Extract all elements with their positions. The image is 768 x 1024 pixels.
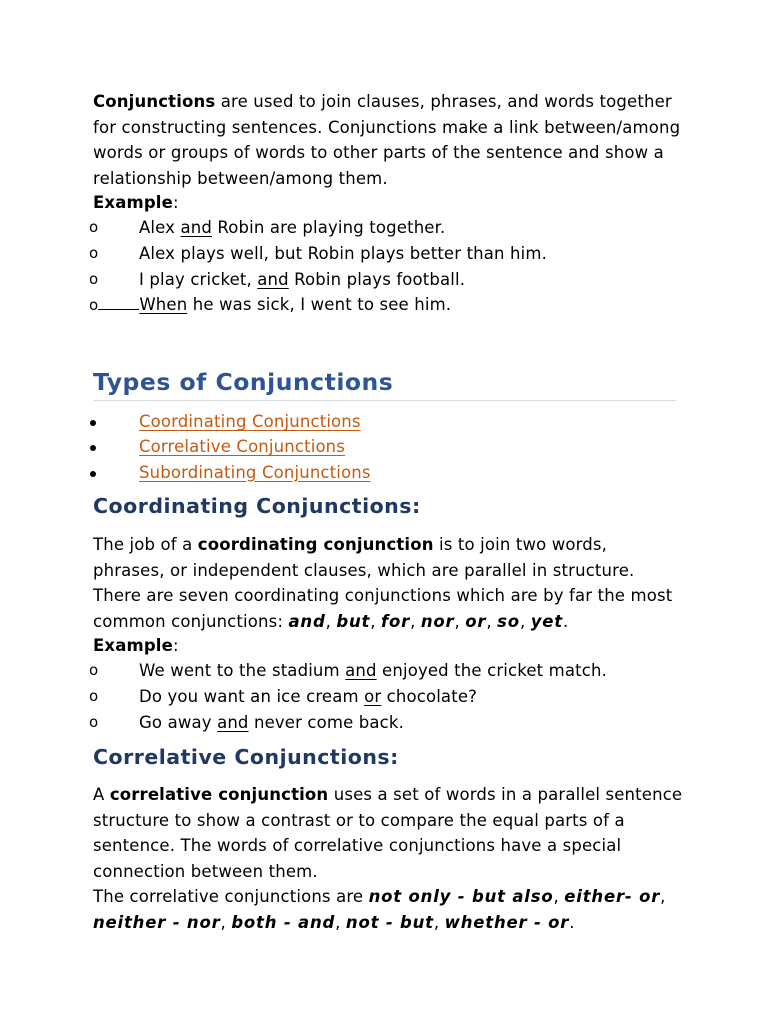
- intro-paragraph: [93, 89, 683, 191]
- paragraph-text: The correlative conjunctions are: [93, 887, 369, 907]
- coordinating-section: [89, 532, 683, 735]
- circle-bullet-icon: o: [89, 686, 99, 705]
- example-label-colon: :: [172, 636, 179, 656]
- paragraph-text: A: [93, 785, 110, 804]
- example-text: I play cricket,: [139, 269, 258, 289]
- list-item: [89, 292, 683, 319]
- conjunction-word: nor: [420, 611, 455, 631]
- list-item: [93, 434, 683, 459]
- bold-term: correlative conjunction: [109, 785, 329, 804]
- link-subordinating-conjunctions[interactable]: Subordinating Conjunctions: [139, 462, 371, 482]
- correlative-list-paragraph: The correlative conjunctions are not only - but also, either- or, neither - nor, both - and, not - but, whether - or.: [93, 887, 666, 932]
- circle-bullet-icon: o: [89, 218, 99, 237]
- example-label-colon: :: [172, 193, 179, 213]
- correlative-section: [93, 782, 683, 936]
- example-label-text: Example: [93, 636, 173, 656]
- document-page: [89, 89, 683, 932]
- example-text: Alex plays well, but Robin plays better than him.: [139, 243, 548, 263]
- link-correlative-conjunctions[interactable]: Correlative Conjunctions: [139, 437, 346, 457]
- intro-text: are used to join clauses, phrases, and words together for constructing sentences. Conjunctions make a link between/among words or groups of words to other parts of the sentence and show a relationship between/among them.: [93, 92, 681, 188]
- conjunction-pair: both - and: [231, 912, 336, 932]
- example-text: enjoyed the cricket match.: [376, 661, 607, 681]
- conjunction-pair: either- or: [564, 887, 661, 907]
- example-underlined-word: and: [217, 712, 249, 732]
- list-item: [89, 215, 683, 241]
- intro-term: Conjunctions: [93, 92, 216, 111]
- conjunction-word: yet: [530, 611, 563, 631]
- list-item: [89, 710, 683, 736]
- example-text: never come back.: [248, 712, 405, 732]
- heading-divider: [93, 400, 676, 401]
- example-text: Go away: [139, 712, 218, 732]
- list-item: [89, 241, 683, 267]
- coordinating-example-list: [89, 658, 683, 735]
- bold-term: coordinating conjunction: [197, 535, 434, 554]
- example-text: We went to the stadium: [139, 661, 346, 681]
- circle-bullet-icon: o: [89, 269, 99, 288]
- paragraph-text: The job of a: [93, 535, 198, 554]
- coordinating-heading: Coordinating Conjunctions:: [93, 494, 421, 518]
- conjunction-word: and: [288, 611, 326, 631]
- conjunction-word: for: [381, 611, 411, 631]
- example-label-text: Example: [93, 193, 173, 213]
- list-item: [89, 684, 683, 710]
- conjunction-word: or: [465, 611, 487, 631]
- underline-blank: [98, 293, 139, 310]
- circle-bullet-icon: o: [89, 661, 99, 680]
- example-underlined-word: and: [257, 269, 289, 289]
- conjunction-word: but: [336, 611, 371, 631]
- example-label: [93, 634, 683, 658]
- example-underlined-word: When: [139, 295, 188, 315]
- conjunction-word: so: [497, 611, 520, 631]
- circle-bullet-icon: o: [89, 712, 99, 731]
- conjunction-pair: neither - nor: [93, 912, 221, 932]
- list-item: [93, 409, 683, 434]
- list-item: [89, 658, 683, 684]
- intro-example-list: [89, 215, 683, 318]
- link-coordinating-conjunctions[interactable]: Coordinating Conjunctions: [139, 412, 361, 431]
- list-item: [93, 460, 683, 485]
- example-text: chocolate?: [381, 686, 478, 706]
- example-underlined-word: or: [364, 686, 382, 706]
- bullet-icon: [90, 420, 96, 426]
- example-underlined-word: and: [180, 218, 212, 238]
- circle-bullet-icon: o: [89, 296, 99, 315]
- list-item: [89, 267, 683, 293]
- paragraph-text: uses a set of words in a parallel sentence structure to show a contrast or to compare the equal parts of a sentence. The words of correlative conjunctions have a special connection between them.: [93, 785, 683, 881]
- example-text: Robin are playing together.: [212, 218, 446, 238]
- example-underlined-word: and: [345, 661, 377, 681]
- example-text: Alex: [139, 218, 181, 238]
- types-heading: Types of Conjunctions: [93, 368, 394, 396]
- correlative-heading: Correlative Conjunctions:: [93, 745, 399, 769]
- conjunction-pair: not - but: [345, 912, 434, 932]
- example-text: Robin plays football.: [288, 269, 466, 289]
- paragraph-text: is to join two words, phrases, or independent clauses, which are parallel in structure. There are seven coordinating conjunctions which are by far the most common conjunctions:: [93, 535, 673, 631]
- coordinating-paragraph: The job of a coordinating conjunction is to join two words, phrases, or independent clauses, which are parallel in structure. There are seven coordinating conjunctions which are by far the most common conjunctions: and, but, for, nor, or, so, yet.: [93, 535, 673, 631]
- correlative-paragraph: [93, 782, 683, 884]
- example-label: [93, 191, 683, 215]
- example-text: Do you want an ice cream: [139, 686, 365, 706]
- bullet-icon: [90, 445, 96, 451]
- types-link-list: [93, 409, 683, 485]
- conjunction-pair: whether - or: [444, 912, 570, 932]
- conjunction-pair: not only - but also: [368, 887, 554, 907]
- example-text: he was sick, I went to see him.: [187, 295, 452, 315]
- bullet-icon: [90, 471, 96, 477]
- circle-bullet-icon: o: [89, 243, 99, 262]
